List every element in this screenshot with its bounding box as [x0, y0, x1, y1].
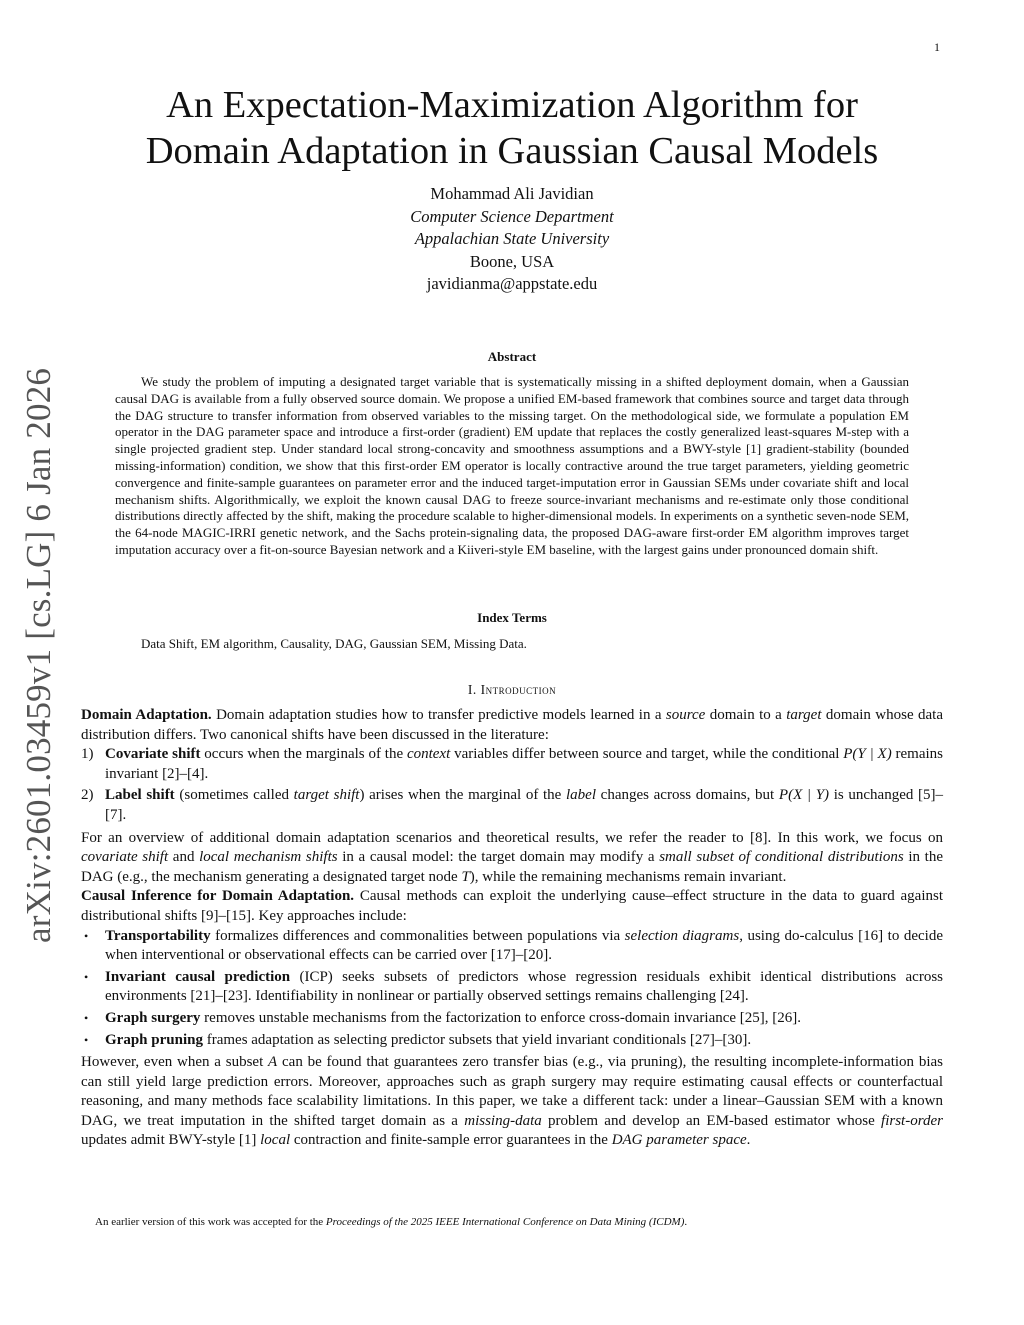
- math-expression: T: [461, 868, 470, 885]
- list-marker: 1): [81, 746, 94, 763]
- text-run: .: [746, 1132, 751, 1149]
- text-run: Causal methods can exploit the underlying cause–effect structure in the data to guard against distributional shifts [9]–[15]. Key approaches include:: [81, 888, 943, 924]
- math-expression: P(X | Y): [778, 787, 830, 804]
- emphasis: first-order: [881, 1112, 943, 1129]
- math-expression: A: [268, 1054, 278, 1071]
- text-run: , using do-calculus [16] to decide when interventional or observational effects can be carried over [17]–[20].: [105, 927, 943, 964]
- list-item: [81, 1031, 943, 1051]
- text-run: .: [684, 1216, 688, 1228]
- text-run: frames adaptation as selecting predictor subsets that yield invariant conditionals [27]–[30].: [202, 1031, 752, 1048]
- list-item: [81, 786, 943, 825]
- text-run: occurs when the marginals of the: [200, 746, 407, 763]
- text-run: For an overview of additional domain adaptation scenarios and theoretical results, we refer the reader to [8]. In this work, we focus on: [81, 829, 943, 846]
- intro-paragraph-1: [81, 706, 943, 745]
- item-lead: Covariate shift: [105, 746, 201, 763]
- list-item: [81, 927, 943, 966]
- author-department: Computer Science Department: [410, 206, 614, 226]
- text-run: in the DAG (e.g., the mechanism generating a designated target node: [81, 849, 943, 885]
- text-run: ) arises when the marginal of the: [359, 787, 566, 804]
- paper-title: [80, 82, 944, 174]
- text-run: remains invariant [2]–[4].: [105, 746, 943, 782]
- emphasis: local mechanism shifts: [199, 849, 338, 866]
- text-run: Domain adaptation studies how to transfer predictive models learned in a: [211, 707, 666, 723]
- text-run: contraction and finite-sample error guarantees in the: [290, 1132, 612, 1149]
- bullet-marker: •: [84, 1010, 89, 1025]
- text-run: is unchanged [5]–[7].: [105, 787, 944, 823]
- emphasis: DAG parameter space: [611, 1132, 747, 1149]
- introduction-body: [81, 706, 943, 1151]
- emphasis: context: [406, 746, 451, 763]
- footnote: [95, 1216, 687, 1228]
- item-lead: Graph pruning: [105, 1031, 203, 1048]
- arxiv-side-stamp: arXiv:2601.03459v1 [cs.LG] 6 Jan 2026: [19, 367, 58, 943]
- author-block: [80, 183, 944, 296]
- bullet-marker: •: [84, 969, 89, 984]
- text-run: in a causal model: the target domain may modify a: [337, 849, 660, 866]
- emphasis: Proceedings of the 2025 IEEE International Conference on Data Mining (ICDM): [325, 1216, 685, 1228]
- item-lead: Label shift: [105, 787, 175, 804]
- emphasis: missing-data: [464, 1112, 542, 1129]
- author-location: Boone, USA: [469, 251, 555, 271]
- item-lead: Transportability: [105, 927, 211, 944]
- intro-paragraph-2: [81, 829, 943, 888]
- bullet-marker: •: [84, 1032, 89, 1047]
- text-run: (ICP) seeks subsets of predictors whose regression residuals exhibit identical distributions across environments [21]–[23]. Identifiability in nonlinear or partially observed settings remains challenging [24].: [105, 968, 943, 1005]
- intro-paragraph-4: [81, 1053, 943, 1151]
- text-run: variables differ between source and target, while the conditional: [450, 746, 844, 763]
- emphasis: small subset of conditional distributions: [659, 849, 904, 866]
- text-run: formalizes differences and commonalities between populations via: [210, 927, 625, 944]
- abstract-text: We study the problem of imputing a designated target variable that is systematically missing in a shifted deployment domain, when a Gaussian causal DAG is available from a fully observed source domain. We propose a unified EM-based framework that combines source and target data through the DAG structure to transfer information from observed variables to the missing target. On the methodological side, we formulate a population EM operator in the DAG parameter space and introduce a first-order (gradient) EM update that replaces the costly generalized least-squares M-step with a single projected gradient step. Under standard local strong-concavity and smoothness assumptions and a BWY-style [1] gradient-stability (bounded missing-information) condition, we show that this first-order EM operator is locally contractive around the true target parameters, yielding geometric convergence and finite-sample guarantees on parameter error and the induced target-imputation error in Gaussian SEMs under covariate shift and local mechanism shifts. Algorithmically, we exploit the known causal DAG to freeze source-invariant mechanisms and re-estimate only those conditional distributions directly affected by the shift, making the procedure scalable to higher-dimensional models. In experiments on a synthetic seven-node SEM, the 64-node MAGIC-IRRI genetic network, and the Sachs protein-signaling data, the proposed DAG-aware first-order EM algorithm improves target imputation accuracy over a fit-on-source Bayesian network and a Kiiveri-style EM baseline, with the largest gains under pronounced domain shift.: [115, 374, 909, 557]
- emphasis: target shift: [293, 787, 360, 804]
- text-run: domain to a: [705, 707, 787, 723]
- emphasis: label: [566, 787, 596, 804]
- title-line-1: An Expectation-Maximization Algorithm for: [166, 84, 858, 126]
- author-name: Mohammad Ali Javidian: [430, 184, 594, 203]
- abstract-heading: Abstract: [487, 349, 537, 364]
- author-university: Appalachian State University: [414, 229, 610, 248]
- index-terms-text: Data Shift, EM algorithm, Causality, DAG, Gaussian SEM, Missing Data.: [141, 636, 527, 651]
- section-title: Introduction: [480, 682, 557, 697]
- paragraph-lead: Causal Inference for Domain Adaptation.: [81, 888, 355, 905]
- list-item: [81, 1009, 943, 1029]
- intro-paragraph-3: [81, 887, 943, 926]
- list-item: [81, 745, 943, 784]
- emphasis: source: [665, 707, 706, 723]
- text-run: (sometimes called: [174, 787, 294, 804]
- text-run: can be found that guarantees zero transfer bias (e.g., via pruning), the resulting incomplete-information bias can still yield large prediction errors. Moreover, approaches such as graph surgery may require estimating causal effects or counterfactual reasoning, and many methods face scalability limitations. In this paper, we take a different tack: under a linear–Gaussian SEM with a known DAG, we treat imputation in the shifted target domain as a: [81, 1054, 943, 1129]
- index-terms-heading: Index Terms: [477, 610, 547, 625]
- text-run: problem and develop an EM-based estimator whose: [541, 1112, 882, 1129]
- text-run: domain whose data distribution differs. Two canonical shifts have been discussed in the literature:: [81, 707, 943, 743]
- text-run: However, even when a subset: [81, 1054, 269, 1071]
- bullet-marker: •: [84, 928, 89, 943]
- item-lead: Invariant causal prediction: [105, 968, 291, 985]
- paragraph-lead: Domain Adaptation.: [81, 707, 212, 723]
- item-lead: Graph surgery: [105, 1009, 201, 1026]
- title-line-2: Domain Adaptation in Gaussian Causal Models: [145, 130, 879, 172]
- list-marker: 2): [81, 787, 94, 804]
- approach-list: [81, 927, 943, 1051]
- text-run: An earlier version of this work was accepted for the: [95, 1216, 326, 1228]
- text-run: changes across domains, but: [596, 787, 779, 804]
- text-run: ), while the remaining mechanisms remain invariant.: [469, 868, 787, 885]
- text-run: and: [168, 849, 200, 866]
- list-item: [81, 968, 943, 1007]
- shift-list: [81, 745, 943, 825]
- section-heading: [80, 682, 944, 698]
- text-run: removes unstable mechanisms from the factorization to enforce cross-domain invariance [25], [26].: [200, 1009, 802, 1026]
- author-email: javidianma@appstate.edu: [426, 274, 598, 293]
- emphasis: covariate shift: [81, 849, 169, 866]
- page-number: 1: [934, 40, 940, 54]
- text-run: updates admit BWY-style [1]: [81, 1132, 261, 1149]
- emphasis: target: [786, 707, 822, 723]
- math-expression: P(Y | X): [843, 746, 892, 763]
- emphasis: selection diagrams: [624, 927, 740, 944]
- emphasis: local: [260, 1132, 291, 1149]
- section-numeral: I.: [467, 682, 477, 697]
